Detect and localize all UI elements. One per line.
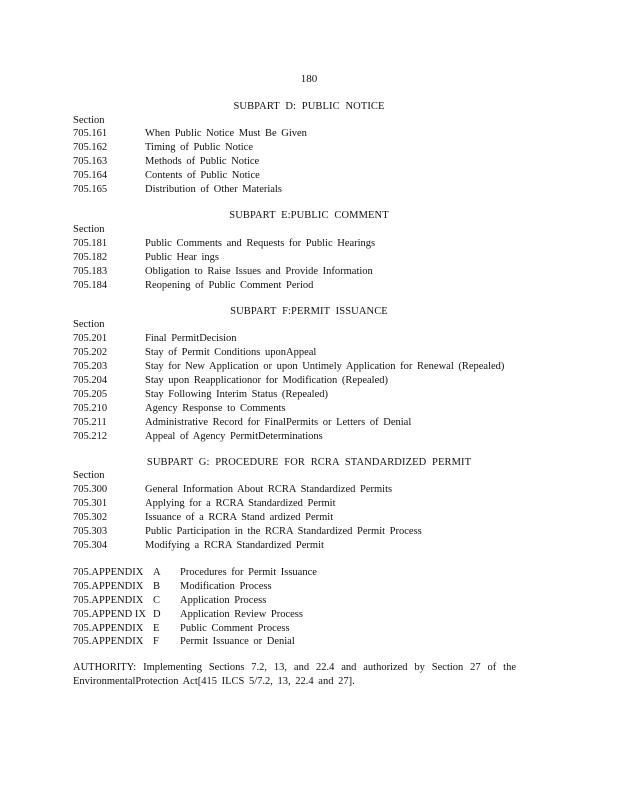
appendix-letter: D — [153, 609, 161, 620]
appendix-row — [73, 580, 272, 594]
section-label: Section — [73, 319, 105, 330]
appendix-number: 705.APPENDIX — [73, 636, 144, 647]
toc-row — [73, 483, 392, 497]
toc-row — [73, 539, 324, 553]
section-title: Stay for New Application or upon Untimely Application for Renewal (Repealed) — [145, 361, 505, 372]
appendix-number: 705.APPENDIX — [73, 581, 144, 592]
subpart-g-heading: SUBPART G: PROCEDURE FOR RCRA STANDARDIZED PERMIT — [146, 457, 472, 468]
section-label: Section — [73, 115, 105, 126]
section-title: Public Hear ings — [145, 252, 219, 263]
section-label: Section — [73, 470, 105, 481]
section-title: Contents of Public Notice — [145, 170, 260, 181]
section-number: 705.212 — [73, 431, 108, 442]
section-number: 705.211 — [73, 417, 107, 428]
toc-row — [73, 183, 282, 197]
toc-row — [73, 497, 336, 511]
section-title: When Public Notice Must Be Given — [145, 128, 307, 139]
section-number: 705.181 — [73, 238, 108, 249]
appendix-title: Application Review Process — [180, 609, 303, 620]
appendix-title: Permit Issuance or Denial — [180, 636, 295, 647]
section-number: 705.184 — [73, 280, 108, 291]
appendix-row — [73, 622, 290, 636]
section-number: 705.304 — [73, 540, 108, 551]
section-title: Stay Following Interim Status (Repealed) — [145, 389, 328, 400]
appendix-row — [73, 594, 266, 608]
page-number: 180 — [300, 73, 318, 85]
toc-row — [73, 332, 237, 346]
section-title: Administrative Record for FinalPermits or Letters of Denial — [145, 417, 412, 428]
toc-row — [73, 511, 333, 525]
section-number: 705.205 — [73, 389, 108, 400]
section-number: 705.165 — [73, 184, 108, 195]
authority-line-1: AUTHORITY: Implementing Sections 7.2, 13, and 22.4 and authorized by Section 27 of the — [73, 662, 516, 673]
toc-row — [73, 360, 504, 374]
toc-row — [73, 402, 285, 416]
section-number: 705.302 — [73, 512, 108, 523]
toc-row — [73, 430, 323, 444]
toc-row — [73, 374, 388, 388]
toc-row — [73, 169, 260, 183]
appendix-title: Public Comment Process — [180, 623, 290, 634]
toc-row — [73, 237, 375, 251]
appendix-title: Procedures for Permit Issuance — [180, 567, 317, 578]
appendix-title: Application Process — [180, 595, 267, 606]
authority-note — [73, 661, 516, 689]
appendix-row — [73, 566, 317, 580]
toc-row — [73, 416, 411, 430]
section-number: 705.162 — [73, 142, 108, 153]
section-title: Stay upon Reapplicationor for Modification (Repealed) — [145, 375, 388, 386]
toc-row — [73, 525, 422, 539]
section-number: 705.202 — [73, 347, 108, 358]
section-title: Timing of Public Notice — [145, 142, 253, 153]
toc-row — [73, 265, 373, 279]
section-number: 705.204 — [73, 375, 108, 386]
appendix-number: 705.APPEND IX — [73, 609, 146, 620]
section-label: Section — [73, 224, 105, 235]
section-title: General Information About RCRA Standardized Permits — [145, 484, 393, 495]
section-number: 705.183 — [73, 266, 108, 277]
appendix-letter: E — [153, 623, 160, 634]
appendix-letter: F — [153, 636, 159, 647]
appendix-letter: B — [153, 581, 161, 592]
section-number: 705.182 — [73, 252, 108, 263]
section-number: 705.301 — [73, 498, 108, 509]
section-number: 705.303 — [73, 526, 108, 537]
section-title: Modifying a RCRA Standardized Permit — [145, 540, 324, 551]
section-title: Public Comments and Requests for Public Hearings — [145, 238, 376, 249]
subpart-e-heading: SUBPART E:PUBLIC COMMENT — [229, 210, 389, 221]
appendix-title: Modification Process — [180, 581, 272, 592]
section-title: Distribution of Other Materials — [145, 184, 282, 195]
appendix-number: 705.APPENDIX — [73, 623, 144, 634]
appendix-row — [73, 635, 295, 649]
appendix-row — [73, 608, 303, 622]
section-title: Final PermitDecision — [145, 333, 237, 344]
toc-row — [73, 346, 316, 360]
section-number: 705.164 — [73, 170, 108, 181]
section-title: Obligation to Raise Issues and Provide Information — [145, 266, 373, 277]
section-title: Applying for a RCRA Standardized Permit — [145, 498, 336, 509]
appendix-letter: C — [153, 595, 161, 606]
toc-row — [73, 279, 313, 293]
section-number: 705.161 — [73, 128, 108, 139]
appendix-number: 705.APPENDIX — [73, 567, 144, 578]
section-number: 705.300 — [73, 484, 108, 495]
section-number: 705.203 — [73, 361, 108, 372]
section-title: Reopening of Public Comment Period — [145, 280, 314, 291]
section-title: Public Participation in the RCRA Standardized Permit Process — [145, 526, 422, 537]
section-number: 705.163 — [73, 156, 108, 167]
appendix-letter: A — [153, 567, 161, 578]
section-title: Stay of Permit Conditions uponAppeal — [145, 347, 317, 358]
section-title: Appeal of Agency PermitDeterminations — [145, 431, 323, 442]
appendix-number: 705.APPENDIX — [73, 595, 144, 606]
toc-row — [73, 141, 253, 155]
section-number: 705.201 — [73, 333, 108, 344]
authority-line-2: EnvironmentalProtection Act[415 ILCS 5/7.2, 13, 22.4 and 27]. — [73, 676, 355, 687]
toc-row — [73, 127, 307, 141]
section-title: Methods of Public Notice — [145, 156, 260, 167]
toc-row — [73, 388, 328, 402]
section-title: Issuance of a RCRA Stand ardized Permit — [145, 512, 334, 523]
section-number: 705.210 — [73, 403, 108, 414]
section-title: Agency Response to Comments — [145, 403, 286, 414]
toc-row — [73, 155, 259, 169]
subpart-f-heading: SUBPART F:PERMIT ISSUANCE — [230, 306, 388, 317]
toc-row — [73, 251, 219, 265]
subpart-d-heading: SUBPART D: PUBLIC NOTICE — [233, 101, 385, 112]
